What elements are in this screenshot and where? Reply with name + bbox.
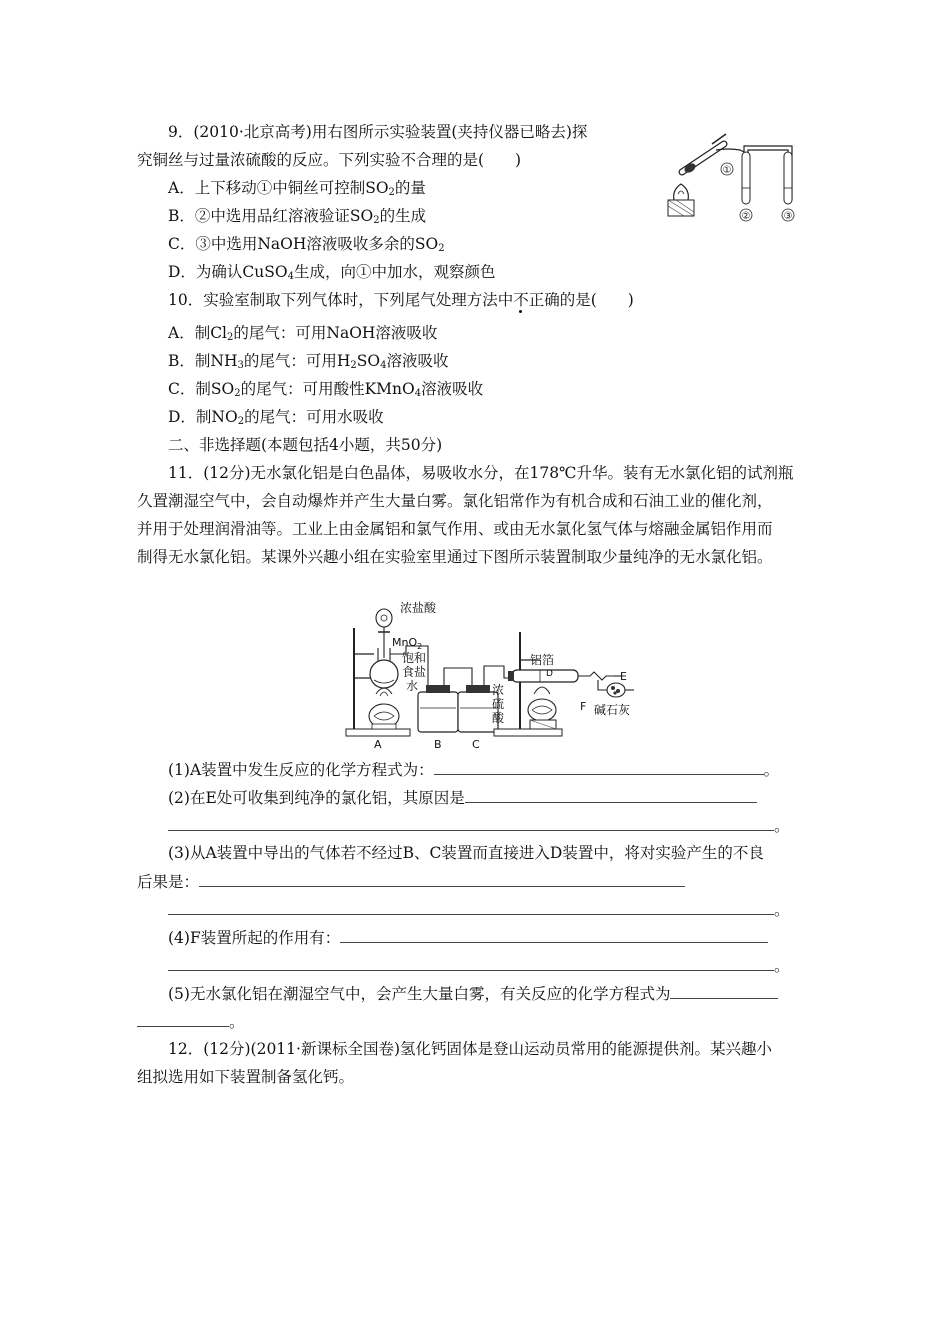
answer-blank[interactable] [670,982,778,999]
answer-blank[interactable] [168,898,774,915]
answer-blank[interactable] [199,870,685,887]
q10-option-a: A．制$Cl_2$的尾气：可用NaOH溶液吸收 [168,324,438,343]
fig11-label-h2so4-1: 浓 [492,683,505,697]
fig9-label-3: ③ [783,211,793,222]
q10-option-c: C．制$SO_2$的尾气：可用酸性KMnO$_4$溶液吸收 [168,380,484,399]
answer-blank[interactable] [465,786,757,803]
fig11-label-brine-5: 水 [406,679,419,693]
q9-apparatus-figure [664,124,812,224]
q11-sub5: (5)无水氯化铝在潮湿空气中，会产生大量白雾，有关反应的化学方程式为 [168,982,778,1005]
q9-line2: 究铜丝与过量浓硫酸的反应。下列实验不合理的是( ) [137,151,522,169]
q9-option-c: C．③中选用NaOH溶液吸收多余的$SO_2$ [168,235,445,254]
fig11-label-brine-4: 盐 [414,665,427,679]
section-heading: 二、非选择题(本题包括4小题，共50分) [168,436,443,454]
q9-option-a: A．上下移动①中铜丝可控制$SO_2$的量 [168,179,426,198]
q10-option-b: B．制$NH_3$的尾气：可用$H_2SO_4$溶液吸收 [168,352,449,371]
q11-para-line3: 并用于处理润滑油等。工业上由金属铝和氯气作用、或由无水氯化氢气体与熔融金属铝作用而 [137,520,773,538]
q11-sub3-line: 。 [168,898,790,921]
fig11-label-h2so4-3: 酸 [492,711,505,725]
fig11-label-C: C [472,738,480,751]
fig11-label-D: D [546,669,553,679]
fig11-label-brine-2: 和 [414,651,427,665]
q11-apparatus-figure [344,598,644,752]
q11-sub1: (1)A装置中发生反应的化学方程式为： 。 [168,758,779,781]
fig11-label-soda-lime: 碱石灰 [594,703,631,717]
answer-blank[interactable] [434,758,764,775]
fig11-label-B: B [434,738,442,751]
q9-option-d: D．为确认CuSO$_4$生成，向①中加水，观察颜色 [168,263,496,282]
q9-line1: 9．(2010·北京高考)用右图所示实验装置(夹持仪器已略去)探 [168,123,588,141]
q11-para-line1: 11．(12分)无水氯化铝是白色晶体，易吸收水分，在178℃升华。装有无水氯化铝的试剂瓶 [168,464,794,482]
answer-blank[interactable] [137,1010,229,1027]
q11-sub3-cont: 后果是： [137,870,685,893]
fig9-label-2: ② [741,211,751,222]
q11-sub5-cont: 。 [137,1010,245,1033]
q10-option-d: D．制$NO_2$的尾气：可用水吸收 [168,408,384,427]
fig11-label-al-foil: 铝箔 [530,653,555,667]
q11-sub3: (3)从A装置中导出的气体若不经过B、C装置而直接进入D装置中，将对实验产生的不良 [168,844,764,862]
answer-blank[interactable] [340,926,768,943]
q11-sub2-cont: 。 [168,814,790,837]
fig11-label-h2so4-2: 硫 [492,697,505,711]
q10-stem: 10．实验室制取下列气体时，下列尾气处理方法中不正确的是( ) [168,291,634,309]
answer-blank[interactable] [168,954,774,971]
fig11-label-mno2: MnO$_2$ [392,636,423,651]
fig11-label-A: A [374,738,382,751]
fig11-label-brine-3: 食 [402,665,415,679]
fig11-label-conc-hcl: 浓盐酸 [400,601,437,615]
q9-option-b: B．②中选用品红溶液验证$SO_2$的生成 [168,207,427,226]
fig11-label-E: E [620,670,627,683]
answer-blank[interactable] [168,814,774,831]
q12-para-line1: 12．(12分)(2011·新课标全国卷)氢化钙固体是登山运动员常用的能源提供剂。某兴趣小 [168,1040,773,1058]
q12-para-line2: 组拟选用如下装置制备氢化钙。 [137,1068,355,1086]
q11-sub2: (2)在E处可收集到纯净的氯化铝，其原因是 [168,786,757,809]
fig11-label-F: F [580,700,587,713]
q11-para-line4: 制得无水氯化铝。某课外兴趣小组在实验室里通过下图所示装置制取少量纯净的无水氯化铝。 [137,548,773,566]
fig9-label-1: ① [722,165,732,176]
fig11-label-brine-1: 饱 [402,651,415,665]
q11-para-line2: 久置潮湿空气中，会自动爆炸并产生大量白雾。氯化铝常作为有机合成和石油工业的催化剂， [137,492,773,510]
q11-sub4: (4)F装置所起的作用有： [168,926,768,949]
q11-sub4-line: 。 [168,954,790,977]
